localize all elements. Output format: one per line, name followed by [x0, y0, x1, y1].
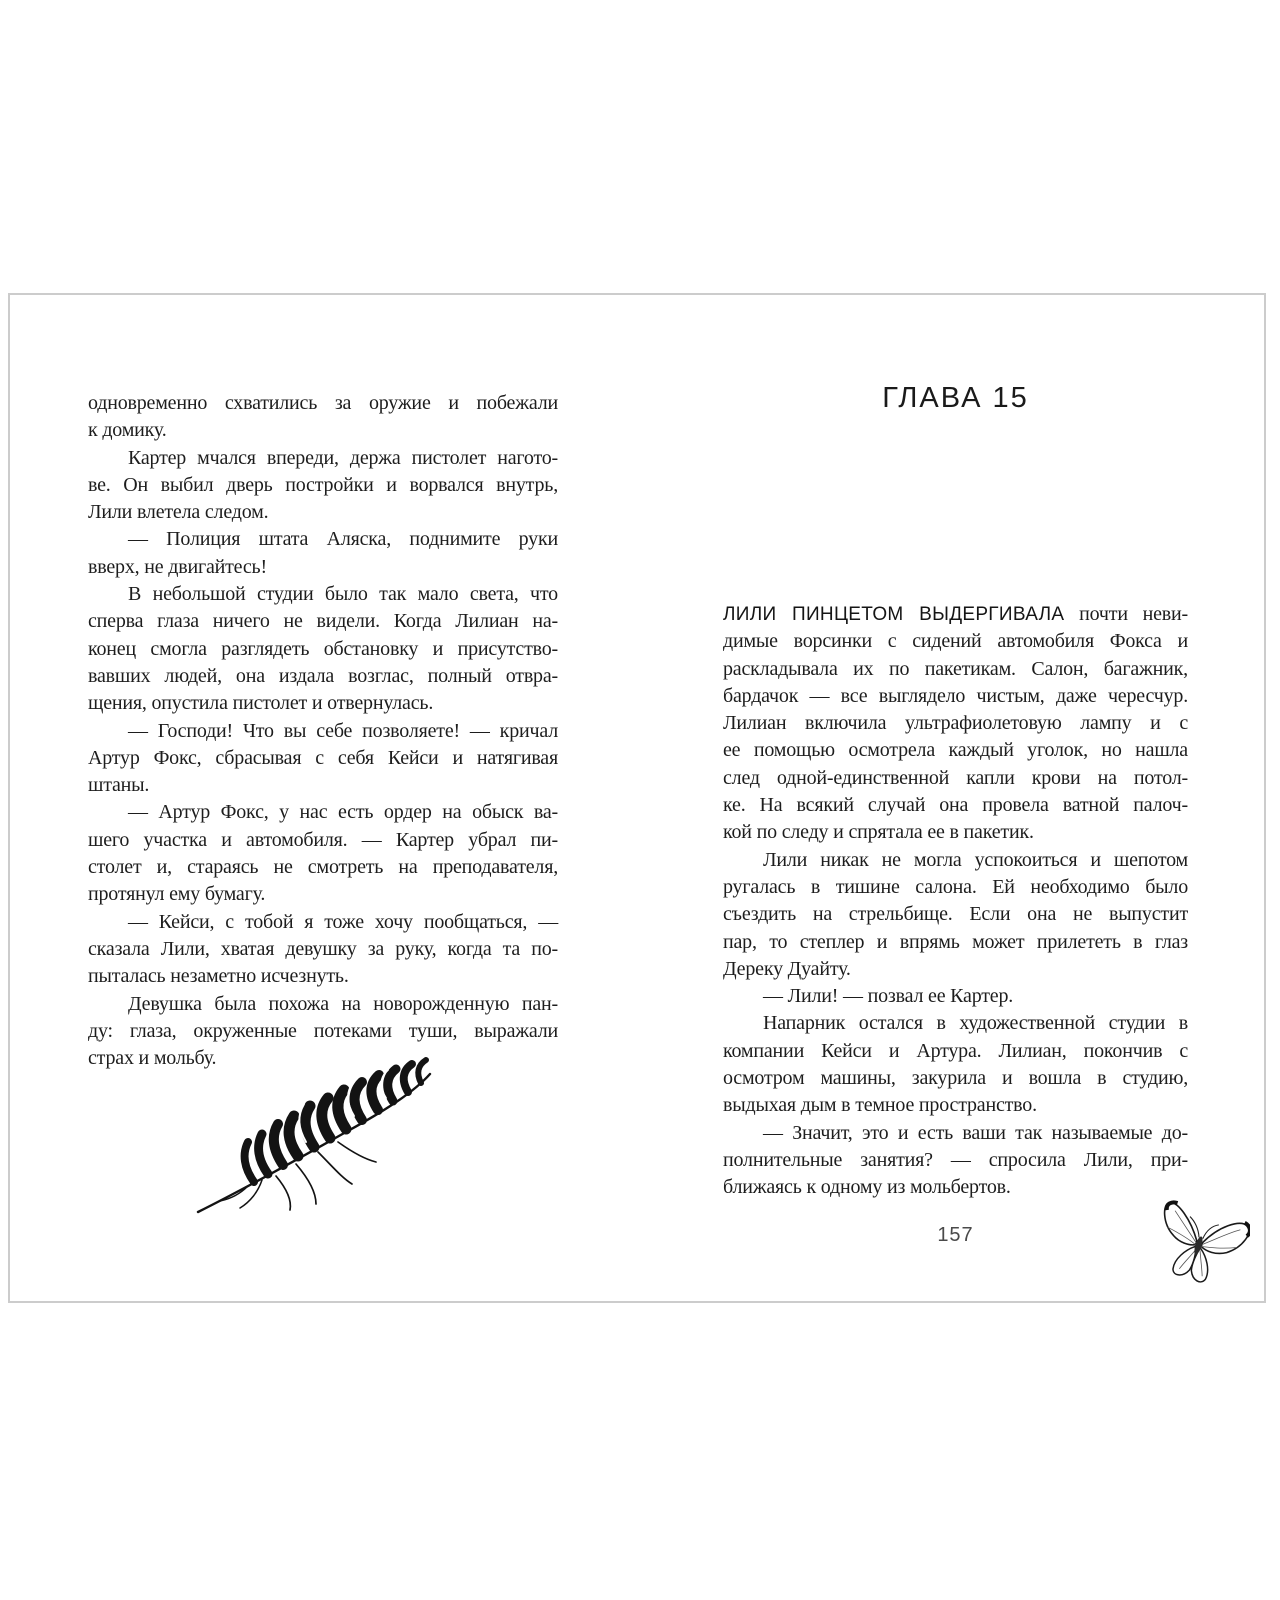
text-line: Лилиан включила ультрафиолетовую лампу и с — [723, 712, 1188, 735]
text-line: Картер мчался впереди, держа пистолет нагото- — [128, 446, 558, 469]
text-line: ЛИЛИ ПИНЦЕТОМ ВЫДЕРГИВАЛА почти неви- — [723, 603, 1188, 625]
text-line: одновременно схватились за оружие и побежали — [88, 392, 558, 414]
text-line: вверх, не двигайтесь! — [88, 555, 267, 578]
text-line: бардачок — все выглядело чистым, даже чересчур. — [723, 684, 1188, 707]
chapter-leadin: ЛИЛИ ПИНЦЕТОМ ВЫДЕРГИВАЛА — [723, 604, 1065, 625]
text-line: В небольшой студии было так мало света, что — [128, 583, 558, 606]
text-line: осмотром машины, закурила и вошла в студию, — [723, 1067, 1188, 1090]
text-line: раскладывала их по пакетикам. Салон, багажник, — [723, 657, 1188, 680]
text-line: — Полиция штата Аляска, поднимите руки — [128, 528, 558, 551]
text-line: пар, то степлер и впрямь может прилететь в глаз — [723, 930, 1188, 953]
text-line: съездить на стрельбище. Если она не выпустит — [723, 903, 1188, 926]
text-line: выдыхая дым в темное пространство. — [723, 1094, 1037, 1117]
page-number: 157 — [937, 1224, 974, 1246]
text-line: димые ворсинки с сидений автомобиля Фокса и — [723, 630, 1188, 653]
text-line: сказала Лили, хватая девушку за руку, когда та по- — [88, 937, 558, 960]
text-line: ке. На всякий случай она провела ватной палоч- — [723, 794, 1188, 817]
text-line: к домику. — [88, 419, 167, 442]
text-line: протянул ему бумагу. — [88, 883, 266, 906]
text-line: ближаясь к одному из мольбертов. — [723, 1176, 1011, 1199]
text-line: сперва глаза ничего не видели. Когда Лилиан на- — [88, 610, 558, 633]
text-line: след одной-единственной капли крови на потол- — [723, 766, 1188, 789]
right-page-text — [723, 601, 1188, 1202]
text-line: — Господи! Что вы себе позволяете! — кричал — [128, 719, 558, 742]
text-line: полнительные занятия? — спросила Лили, при- — [723, 1148, 1188, 1171]
text-line: компании Кейси и Артура. Лилиан, покончив с — [723, 1039, 1188, 1062]
text-line: конец смогла разглядеть обстановку и присутство- — [88, 637, 558, 660]
text-line: кой по следу и спрятала ее в пакетик. — [723, 821, 1034, 844]
text-line: щения, опустила пистолет и отвернулась. — [88, 692, 434, 715]
text-line: — Лили! — позвал ее Картер. — [763, 985, 1014, 1008]
text-line: Лили никак не могла успокоиться и шепотом — [763, 848, 1188, 871]
text-line: ве. Он выбил дверь постройки и ворвался внутрь, — [88, 473, 558, 496]
text-line: ее помощью осмотрела каждый уголок, но нашла — [723, 739, 1188, 762]
left-page-text — [88, 390, 558, 1072]
text-line: пыталась незаметно исчезнуть. — [88, 965, 349, 988]
text-line: — Кейси, с тобой я тоже хочу пообщаться, — — [128, 910, 558, 933]
text-line: Артур Фокс, сбрасывая с себя Кейси и натягивая — [88, 746, 558, 769]
text-line: штаны. — [88, 774, 150, 797]
text-line: вавших людей, она издала возглас, полный отвра- — [88, 664, 558, 687]
text-line: шего участка и автомобиля. — Картер убрал пи- — [88, 828, 558, 851]
text-line: страх и мольбу. — [88, 1047, 217, 1070]
text-line: ругалась в тишине салона. Ей необходимо было — [723, 875, 1188, 898]
butterfly-illustration — [1150, 1192, 1250, 1292]
text-line: Лили влетела следом. — [88, 501, 269, 524]
text-line: столет и, стараясь не смотреть на преподавателя, — [88, 856, 558, 879]
text-line: Напарник остался в художественной студии в — [763, 1012, 1188, 1035]
text-line: Дереку Дуайту. — [723, 957, 851, 980]
text-line: — Значит, это и есть ваши так называемые до- — [763, 1121, 1188, 1144]
text-line: — Артур Фокс, у нас есть ордер на обыск ва- — [128, 801, 558, 824]
feather-illustration — [188, 1046, 438, 1221]
text-line: Девушка была похожа на новорожденную пан- — [128, 992, 558, 1015]
chapter-heading: ГЛАВА 15 — [882, 382, 1029, 414]
text-line: ду: глаза, окруженные потеками туши, выражали — [88, 1019, 558, 1042]
